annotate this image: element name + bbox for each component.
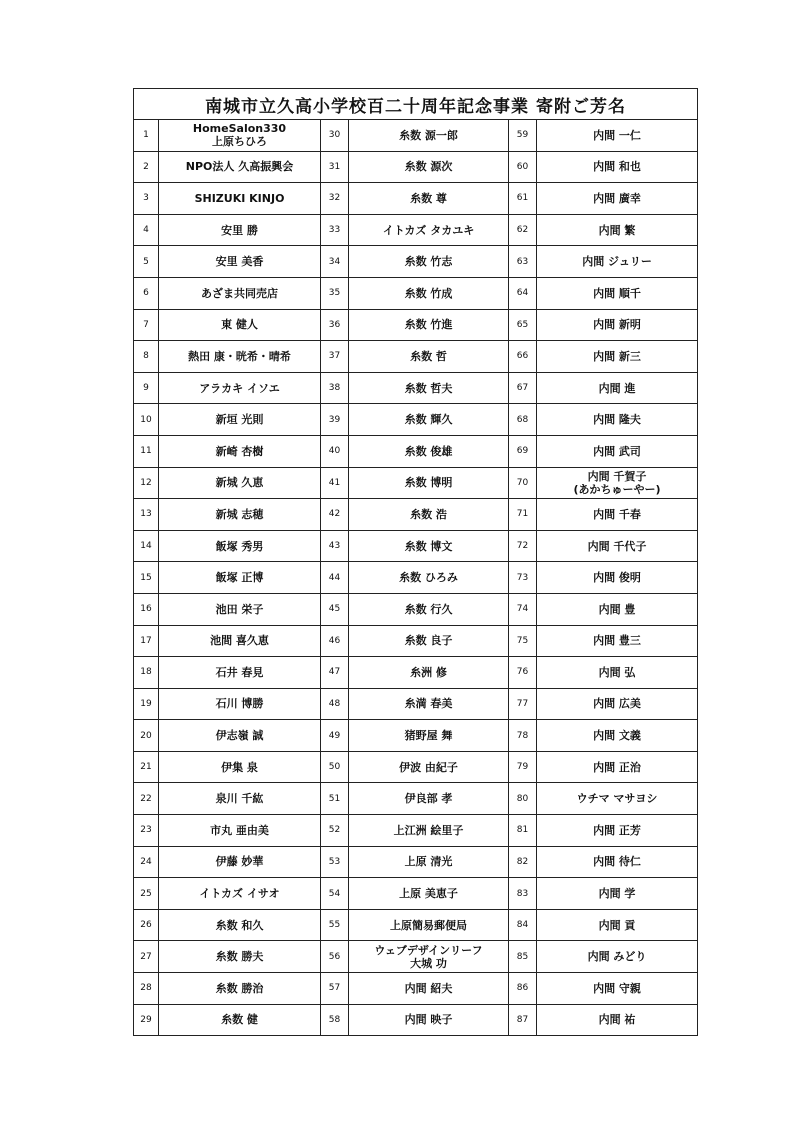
donor-name <box>159 783 321 815</box>
donor-number: 79 <box>509 751 537 783</box>
donor-name <box>537 593 698 625</box>
donor-name <box>537 846 698 878</box>
table-row <box>134 815 698 847</box>
donor-name-line: 伊良部 孝 <box>404 792 453 806</box>
donor-name-line: 伊藤 妙華 <box>215 855 264 869</box>
donor-number: 62 <box>509 214 537 246</box>
donor-number: 47 <box>321 657 349 689</box>
table-row <box>134 909 698 941</box>
donor-number: 53 <box>321 846 349 878</box>
donor-name <box>159 404 321 436</box>
donor-table-body <box>134 120 698 1036</box>
donor-name-line: 糸数 尊 <box>410 191 447 205</box>
donor-name <box>537 277 698 309</box>
donor-name <box>537 783 698 815</box>
donor-number: 28 <box>134 973 159 1005</box>
donor-number: 50 <box>321 751 349 783</box>
donor-name <box>159 720 321 752</box>
donor-name <box>349 625 509 657</box>
donor-name <box>537 941 698 973</box>
donor-number: 15 <box>134 562 159 594</box>
table-row <box>134 341 698 373</box>
donor-number: 69 <box>509 435 537 467</box>
donor-number: 52 <box>321 815 349 847</box>
table-row <box>134 372 698 404</box>
table-row <box>134 593 698 625</box>
donor-number: 3 <box>134 183 159 215</box>
donor-name-line: 池田 栄子 <box>215 602 264 616</box>
donor-number: 60 <box>509 151 537 183</box>
donor-name <box>159 277 321 309</box>
donor-number: 14 <box>134 530 159 562</box>
donor-name <box>159 751 321 783</box>
donor-name-line: 新崎 杏樹 <box>215 444 264 458</box>
donor-number: 78 <box>509 720 537 752</box>
donor-number: 11 <box>134 435 159 467</box>
donor-name <box>349 878 509 910</box>
donor-name-line: 上原 美恵子 <box>399 887 458 901</box>
donor-number: 37 <box>321 341 349 373</box>
donor-name-line: 新城 志穂 <box>215 507 264 521</box>
table-row <box>134 309 698 341</box>
donor-number: 17 <box>134 625 159 657</box>
donor-name-line: 伊集 泉 <box>221 760 258 774</box>
donor-name <box>349 246 509 278</box>
donor-name-line: 糸数 源一郎 <box>399 128 458 142</box>
donor-name-line: あざま共同売店 <box>201 286 278 300</box>
donor-name <box>349 815 509 847</box>
donor-name-line: 新城 久恵 <box>215 476 264 490</box>
table-row <box>134 499 698 531</box>
donor-name <box>349 341 509 373</box>
donor-name-line: 内間 新三 <box>593 349 641 363</box>
donor-name <box>159 625 321 657</box>
donor-name-line: 糸数 ひろみ <box>399 571 458 585</box>
donor-name <box>537 720 698 752</box>
donor-name-line: 市丸 亜由美 <box>210 823 269 837</box>
donor-name-line: 内間 貢 <box>598 918 636 932</box>
donor-number: 46 <box>321 625 349 657</box>
donor-name-line: 内間 千春 <box>593 507 641 521</box>
donor-name-line: 内間 紹夫 <box>404 981 453 995</box>
donor-name-line: 内間 隆夫 <box>593 413 641 427</box>
table-row <box>134 467 698 499</box>
donor-number: 25 <box>134 878 159 910</box>
table-row <box>134 435 698 467</box>
donor-name-line: 内間 廣幸 <box>593 191 641 205</box>
donor-number: 71 <box>509 499 537 531</box>
donor-name-line: 上江洲 絵里子 <box>393 823 464 837</box>
donor-name <box>537 341 698 373</box>
donor-number: 2 <box>134 151 159 183</box>
donor-name-line: 東 健人 <box>221 318 258 332</box>
donor-name <box>349 846 509 878</box>
donor-name <box>349 467 509 499</box>
donor-name-line: アラカキ イソエ <box>199 381 280 395</box>
table-row <box>134 783 698 815</box>
donor-number: 13 <box>134 499 159 531</box>
donor-number: 64 <box>509 277 537 309</box>
donor-number: 70 <box>509 467 537 499</box>
donor-name <box>349 973 509 1005</box>
donor-name <box>159 372 321 404</box>
donor-name-line: 伊志嶺 誠 <box>215 729 264 743</box>
donor-name <box>159 246 321 278</box>
donor-number: 22 <box>134 783 159 815</box>
donor-number: 19 <box>134 688 159 720</box>
donor-name-line: 伊波 由紀子 <box>399 760 458 774</box>
donor-number: 81 <box>509 815 537 847</box>
donor-name <box>537 562 698 594</box>
donor-name <box>159 941 321 973</box>
donor-name-line: 糸数 竹成 <box>404 286 453 300</box>
donor-number: 6 <box>134 277 159 309</box>
donor-number: 68 <box>509 404 537 436</box>
donor-name-line: 内間 千賀子 <box>587 469 647 483</box>
donor-name-line: 糸数 哲夫 <box>404 381 453 395</box>
donor-number: 33 <box>321 214 349 246</box>
donor-name-line: 上原ちひろ <box>212 135 267 149</box>
donor-number: 32 <box>321 183 349 215</box>
donor-name-line: 内間 祐 <box>598 1013 636 1027</box>
donor-number: 5 <box>134 246 159 278</box>
donor-name-line: 糸数 博文 <box>404 539 453 553</box>
donor-name-line: 糸数 良子 <box>404 634 453 648</box>
donor-name <box>537 909 698 941</box>
donor-name-line: 安里 美香 <box>215 255 264 269</box>
donor-name <box>537 973 698 1005</box>
donor-name-line: 石井 春見 <box>215 665 264 679</box>
donor-number: 20 <box>134 720 159 752</box>
donor-number: 87 <box>509 1004 537 1036</box>
donor-number: 72 <box>509 530 537 562</box>
donor-name-line: 熱田 康・晄希・晴希 <box>188 349 291 363</box>
donor-name-line: 内間 映子 <box>404 1013 453 1027</box>
donor-name-line: SHIZUKI KINJO <box>194 191 285 205</box>
donor-number: 21 <box>134 751 159 783</box>
donor-name <box>159 878 321 910</box>
donor-number: 44 <box>321 562 349 594</box>
donor-number: 63 <box>509 246 537 278</box>
donor-name-line: 内間 繁 <box>598 223 636 237</box>
donor-number: 1 <box>134 120 159 152</box>
donor-name-line: ウチマ マサヨシ <box>576 792 658 806</box>
donor-name-line: 糸洲 修 <box>410 665 447 679</box>
donor-name-line: 泉川 千紘 <box>215 792 264 806</box>
donor-name <box>349 309 509 341</box>
donor-name <box>537 878 698 910</box>
donor-name <box>537 151 698 183</box>
donor-name-line: 内間 文義 <box>593 729 641 743</box>
donor-name-line: 内間 学 <box>598 887 636 901</box>
donor-name <box>537 246 698 278</box>
donor-name-line: 内間 進 <box>598 381 636 395</box>
donor-number: 86 <box>509 973 537 1005</box>
donor-name-line: 内間 正治 <box>593 760 641 774</box>
donor-number: 48 <box>321 688 349 720</box>
table-row <box>134 657 698 689</box>
donor-name-line: 糸数 俊雄 <box>404 444 453 458</box>
donor-name <box>537 183 698 215</box>
table-row <box>134 878 698 910</box>
donor-table <box>133 88 698 1036</box>
donor-number: 39 <box>321 404 349 436</box>
donor-name-line: 内間 正芳 <box>593 823 641 837</box>
donor-name <box>159 214 321 246</box>
donor-name <box>159 909 321 941</box>
donor-name <box>159 815 321 847</box>
donor-name-line: 糸数 健 <box>221 1013 258 1027</box>
table-row <box>134 404 698 436</box>
donor-number: 18 <box>134 657 159 689</box>
donor-name-line: 飯塚 秀男 <box>215 539 264 553</box>
donor-name-line: 上原簡易郵便局 <box>390 918 467 932</box>
donor-name-line: 大城 功 <box>410 956 447 970</box>
donor-name <box>159 435 321 467</box>
donor-name-line: 糸数 哲 <box>410 349 447 363</box>
donor-name <box>349 657 509 689</box>
donor-name-line: 内間 和也 <box>593 160 641 174</box>
donor-name <box>349 530 509 562</box>
donor-number: 80 <box>509 783 537 815</box>
donor-name-line: 糸数 竹志 <box>404 255 453 269</box>
donor-name <box>159 499 321 531</box>
donor-number: 4 <box>134 214 159 246</box>
table-row <box>134 214 698 246</box>
donor-name <box>159 973 321 1005</box>
donor-name-line: 糸数 勝夫 <box>215 950 264 964</box>
donor-name-line: 飯塚 正博 <box>215 571 264 585</box>
donor-name-line: 糸数 行久 <box>404 602 453 616</box>
donor-number: 85 <box>509 941 537 973</box>
donor-number: 29 <box>134 1004 159 1036</box>
donor-number: 57 <box>321 973 349 1005</box>
table-row <box>134 277 698 309</box>
table-row <box>134 246 698 278</box>
donor-number: 49 <box>321 720 349 752</box>
donor-number: 82 <box>509 846 537 878</box>
table-row <box>134 688 698 720</box>
donor-name <box>349 277 509 309</box>
donor-name <box>537 657 698 689</box>
donor-name-line: NPO法人 久高振興会 <box>185 160 294 174</box>
donor-number: 24 <box>134 846 159 878</box>
donor-name <box>159 151 321 183</box>
donor-name-line: 糸数 勝治 <box>215 981 264 995</box>
donor-name <box>349 214 509 246</box>
donor-number: 41 <box>321 467 349 499</box>
donor-name-line: 糸数 源次 <box>404 160 453 174</box>
donor-name <box>537 625 698 657</box>
donor-name <box>159 562 321 594</box>
donor-name-line: 安里 勝 <box>221 223 258 237</box>
donor-number: 77 <box>509 688 537 720</box>
donor-name-line: イトカズ イサオ <box>199 887 280 901</box>
donor-number: 45 <box>321 593 349 625</box>
donor-name-line: 内間 ジュリー <box>582 255 652 269</box>
donor-number: 84 <box>509 909 537 941</box>
donor-name-line: 池間 喜久恵 <box>210 634 269 648</box>
donor-name <box>349 183 509 215</box>
donor-name-line: 糸数 浩 <box>410 507 447 521</box>
donor-number: 67 <box>509 372 537 404</box>
donor-name <box>537 120 698 152</box>
donor-name-line: 上原 清光 <box>404 855 453 869</box>
donor-list-sheet <box>133 88 697 1036</box>
table-row <box>134 751 698 783</box>
donor-name-line: 内間 新明 <box>593 318 641 332</box>
table-row <box>134 720 698 752</box>
donor-name <box>159 530 321 562</box>
donor-name <box>349 372 509 404</box>
donor-name <box>537 688 698 720</box>
donor-number: 16 <box>134 593 159 625</box>
donor-name <box>349 151 509 183</box>
donor-number: 9 <box>134 372 159 404</box>
donor-name-line: HomeSalon330 <box>192 122 287 136</box>
donor-name-line: 内間 武司 <box>593 444 641 458</box>
donor-name-line: 糸数 和久 <box>215 918 264 932</box>
donor-number: 34 <box>321 246 349 278</box>
donor-name-line: 内間 順千 <box>593 286 641 300</box>
donor-name-line: 糸満 春美 <box>404 697 453 711</box>
table-row <box>134 973 698 1005</box>
donor-name <box>349 593 509 625</box>
donor-number: 8 <box>134 341 159 373</box>
donor-name <box>159 688 321 720</box>
donor-name-line: ウェブデザインリーフ <box>374 943 483 957</box>
donor-number: 40 <box>321 435 349 467</box>
donor-number: 43 <box>321 530 349 562</box>
donor-number: 54 <box>321 878 349 910</box>
donor-name <box>537 815 698 847</box>
donor-number: 61 <box>509 183 537 215</box>
donor-name <box>537 751 698 783</box>
donor-name <box>349 404 509 436</box>
donor-name <box>537 214 698 246</box>
donor-name-line: 新垣 光則 <box>215 413 264 427</box>
donor-number: 42 <box>321 499 349 531</box>
table-row <box>134 151 698 183</box>
donor-name <box>537 309 698 341</box>
donor-name-line: 内間 俊明 <box>593 571 641 585</box>
donor-name-line: 石川 博勝 <box>215 697 264 711</box>
donor-name <box>537 499 698 531</box>
donor-number: 75 <box>509 625 537 657</box>
donor-name-line: 糸数 竹進 <box>404 318 453 332</box>
donor-number: 65 <box>509 309 537 341</box>
table-row <box>134 120 698 152</box>
donor-name-line: (あかちゅーやー) <box>573 482 661 496</box>
donor-name <box>159 1004 321 1036</box>
page-title: 南城市立久高小学校百二十周年記念事業 寄附ご芳名 <box>134 89 698 120</box>
donor-name <box>349 941 509 973</box>
table-row <box>134 562 698 594</box>
donor-name-line: 内間 みどり <box>587 950 647 964</box>
donor-number: 31 <box>321 151 349 183</box>
donor-number: 56 <box>321 941 349 973</box>
donor-name-line: 内間 千代子 <box>587 539 647 553</box>
donor-name-line: 内間 守親 <box>593 981 641 995</box>
donor-name <box>349 688 509 720</box>
donor-name-line: 糸数 博明 <box>404 476 453 490</box>
donor-name <box>537 435 698 467</box>
donor-number: 58 <box>321 1004 349 1036</box>
donor-number: 12 <box>134 467 159 499</box>
donor-number: 30 <box>321 120 349 152</box>
donor-name <box>537 467 698 499</box>
donor-name <box>349 120 509 152</box>
donor-name <box>537 530 698 562</box>
donor-number: 51 <box>321 783 349 815</box>
donor-name <box>159 846 321 878</box>
donor-name <box>349 720 509 752</box>
donor-number: 26 <box>134 909 159 941</box>
donor-number: 36 <box>321 309 349 341</box>
donor-number: 7 <box>134 309 159 341</box>
donor-name-line: 内間 豊 <box>598 602 636 616</box>
donor-number: 59 <box>509 120 537 152</box>
donor-name-line: 猪野屋 舞 <box>404 729 453 743</box>
donor-name <box>349 909 509 941</box>
donor-name-line: 内間 待仁 <box>593 855 641 869</box>
donor-number: 66 <box>509 341 537 373</box>
donor-number: 73 <box>509 562 537 594</box>
table-row <box>134 1004 698 1036</box>
donor-number: 83 <box>509 878 537 910</box>
donor-name <box>537 1004 698 1036</box>
donor-name <box>159 183 321 215</box>
donor-name-line: 糸数 輝久 <box>404 413 453 427</box>
donor-name <box>349 1004 509 1036</box>
donor-name <box>537 372 698 404</box>
donor-name <box>159 657 321 689</box>
table-row <box>134 530 698 562</box>
table-row <box>134 846 698 878</box>
donor-name-line: 内間 一仁 <box>593 128 641 142</box>
donor-name-line: 内間 広美 <box>593 697 641 711</box>
donor-name-line: イトカズ タカユキ <box>382 223 475 237</box>
donor-name-line: 内間 豊三 <box>593 634 641 648</box>
donor-name <box>349 499 509 531</box>
donor-name <box>349 562 509 594</box>
donor-number: 38 <box>321 372 349 404</box>
donor-name <box>159 467 321 499</box>
donor-name <box>349 751 509 783</box>
table-row <box>134 941 698 973</box>
donor-name <box>349 783 509 815</box>
donor-name-line: 内間 弘 <box>598 665 636 679</box>
donor-number: 35 <box>321 277 349 309</box>
table-row <box>134 625 698 657</box>
donor-number: 23 <box>134 815 159 847</box>
donor-number: 74 <box>509 593 537 625</box>
donor-number: 10 <box>134 404 159 436</box>
donor-name <box>159 341 321 373</box>
donor-name <box>159 309 321 341</box>
table-row <box>134 183 698 215</box>
donor-name <box>349 435 509 467</box>
donor-name <box>537 404 698 436</box>
donor-number: 76 <box>509 657 537 689</box>
donor-name <box>159 120 321 152</box>
donor-name <box>159 593 321 625</box>
donor-number: 55 <box>321 909 349 941</box>
donor-number: 27 <box>134 941 159 973</box>
